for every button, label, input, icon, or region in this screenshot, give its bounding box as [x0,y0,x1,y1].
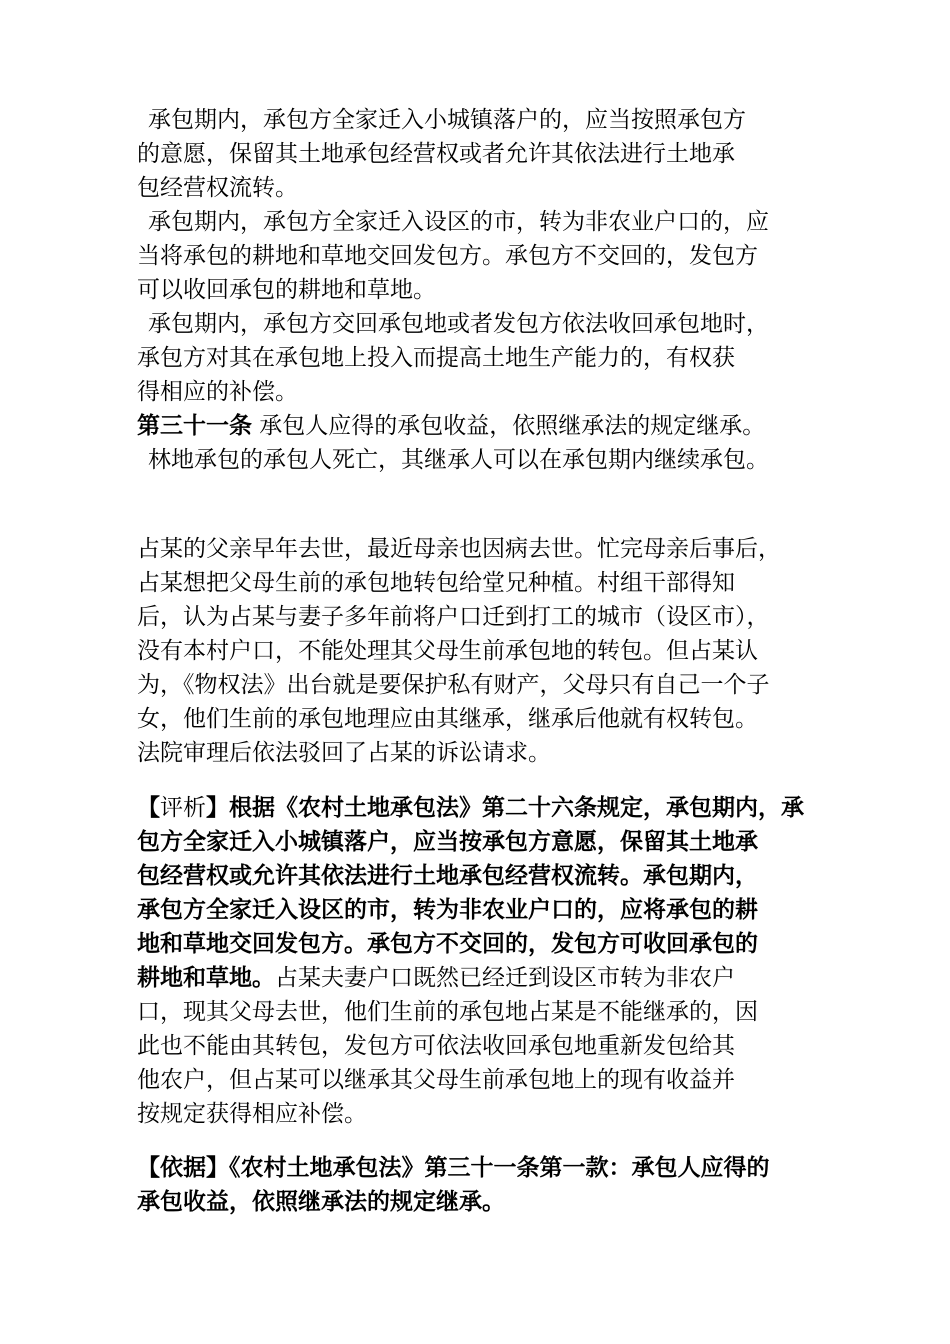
analysis-line-6 [137,962,735,994]
analysis-bold-6: 耕地和草地。 [137,964,275,991]
analysis-normal-4: 他农户，但占某可以继承其父母生前承包地上的现有收益并 [137,1067,735,1093]
law-p1-line-2: 的意愿，保留其土地承包经营权或者允许其依法进行土地承 [137,141,735,167]
analysis-normal-5: 按规定获得相应补偿。 [137,1101,367,1127]
case-line-2: 占某想把父母生前的承包地转包给堂兄种植。村组干部得知 [137,570,735,596]
basis-line-2: 承包收益，依照继承法的规定继承。 [137,1188,505,1215]
analysis-normal-2: 口，现其父母去世，他们生前的承包地占某是不能继承的，因 [137,999,758,1025]
basis-line-1: 【依据】《农村土地承包法》第三十一条第一款：承包人应得的 [137,1154,770,1181]
law-p2-line-1: 承包期内，承包方全家迁入设区的市，转为非农业户口的，应 [148,209,769,235]
case-line-5: 为，《物权法》出台就是要保护私有财产，父母只有自己一个子 [137,672,770,698]
law-p3-line-2: 承包方对其在承包地上投入而提高土地生产能力的，有权获 [137,345,735,371]
analysis-bold-3: 包经营权或允许其依法进行土地承包经营权流转。承包期内， [137,862,758,889]
case-line-4: 没有本村户口，不能处理其父母生前承包地的转包。但占某认 [137,638,758,664]
analysis-bold-1: 根据《农村土地承包法》第二十六条规定，承包期内，承 [229,794,804,821]
case-line-6: 女，他们生前的承包地理应由其继承，继承后他就有权转包。 [137,706,758,732]
case-line-3: 后，认为占某与妻子多年前将户口迁到打工的城市（设区市）， [137,604,770,630]
law-p2-line-2: 当将承包的耕地和草地交回发包方。承包方不交回的，发包方 [137,243,758,269]
article-31-text: 承包人应得的承包收益，依照继承法的规定继承。 [252,413,766,439]
analysis-bracket-close: 】 [206,794,229,821]
case-line-1: 占某的父亲早年去世，最近母亲也因病去世。忙完母亲后事后， [137,536,781,562]
analysis-normal-1: 占某夫妻户口既然已经迁到设区市转为非农户 [275,965,735,991]
analysis-bracket-open: 【 [137,794,160,821]
law-p1-line-1: 承包期内，承包方全家迁入小城镇落户的，应当按照承包方 [148,107,746,133]
law-p2-line-3: 可以收回承包的耕地和草地。 [137,277,436,303]
analysis-bold-5: 地和草地交回发包方。承包方不交回的，发包方可收回承包的 [137,930,758,957]
law-p1-line-3: 包经营权流转。 [137,175,298,201]
analysis-normal-3: 此也不能由其转包，发包方可依法收回承包地重新发包给其 [137,1033,735,1059]
article-31-heading: 第三十一条 [137,412,252,439]
law-p5-line-1: 林地承包的承包人死亡，其继承人可以在承包期内继续承包。 [148,447,769,473]
analysis-bold-4: 承包方全家迁入设区的市，转为非农业户口的，应将承包的耕 [137,896,758,923]
case-line-7: 法院审理后依法驳回了占某的诉讼请求。 [137,740,551,766]
analysis-bold-2: 包方全家迁入小城镇落户，应当按承包方意愿，保留其土地承 [137,828,758,855]
law-p3-line-1: 承包期内，承包方交回承包地或者发包方依法收回承包地时， [148,311,769,337]
article-31 [137,410,765,442]
analysis-line-1 [137,792,804,824]
law-p3-line-3: 得相应的补偿。 [137,379,298,405]
analysis-label: 评析 [160,795,206,821]
